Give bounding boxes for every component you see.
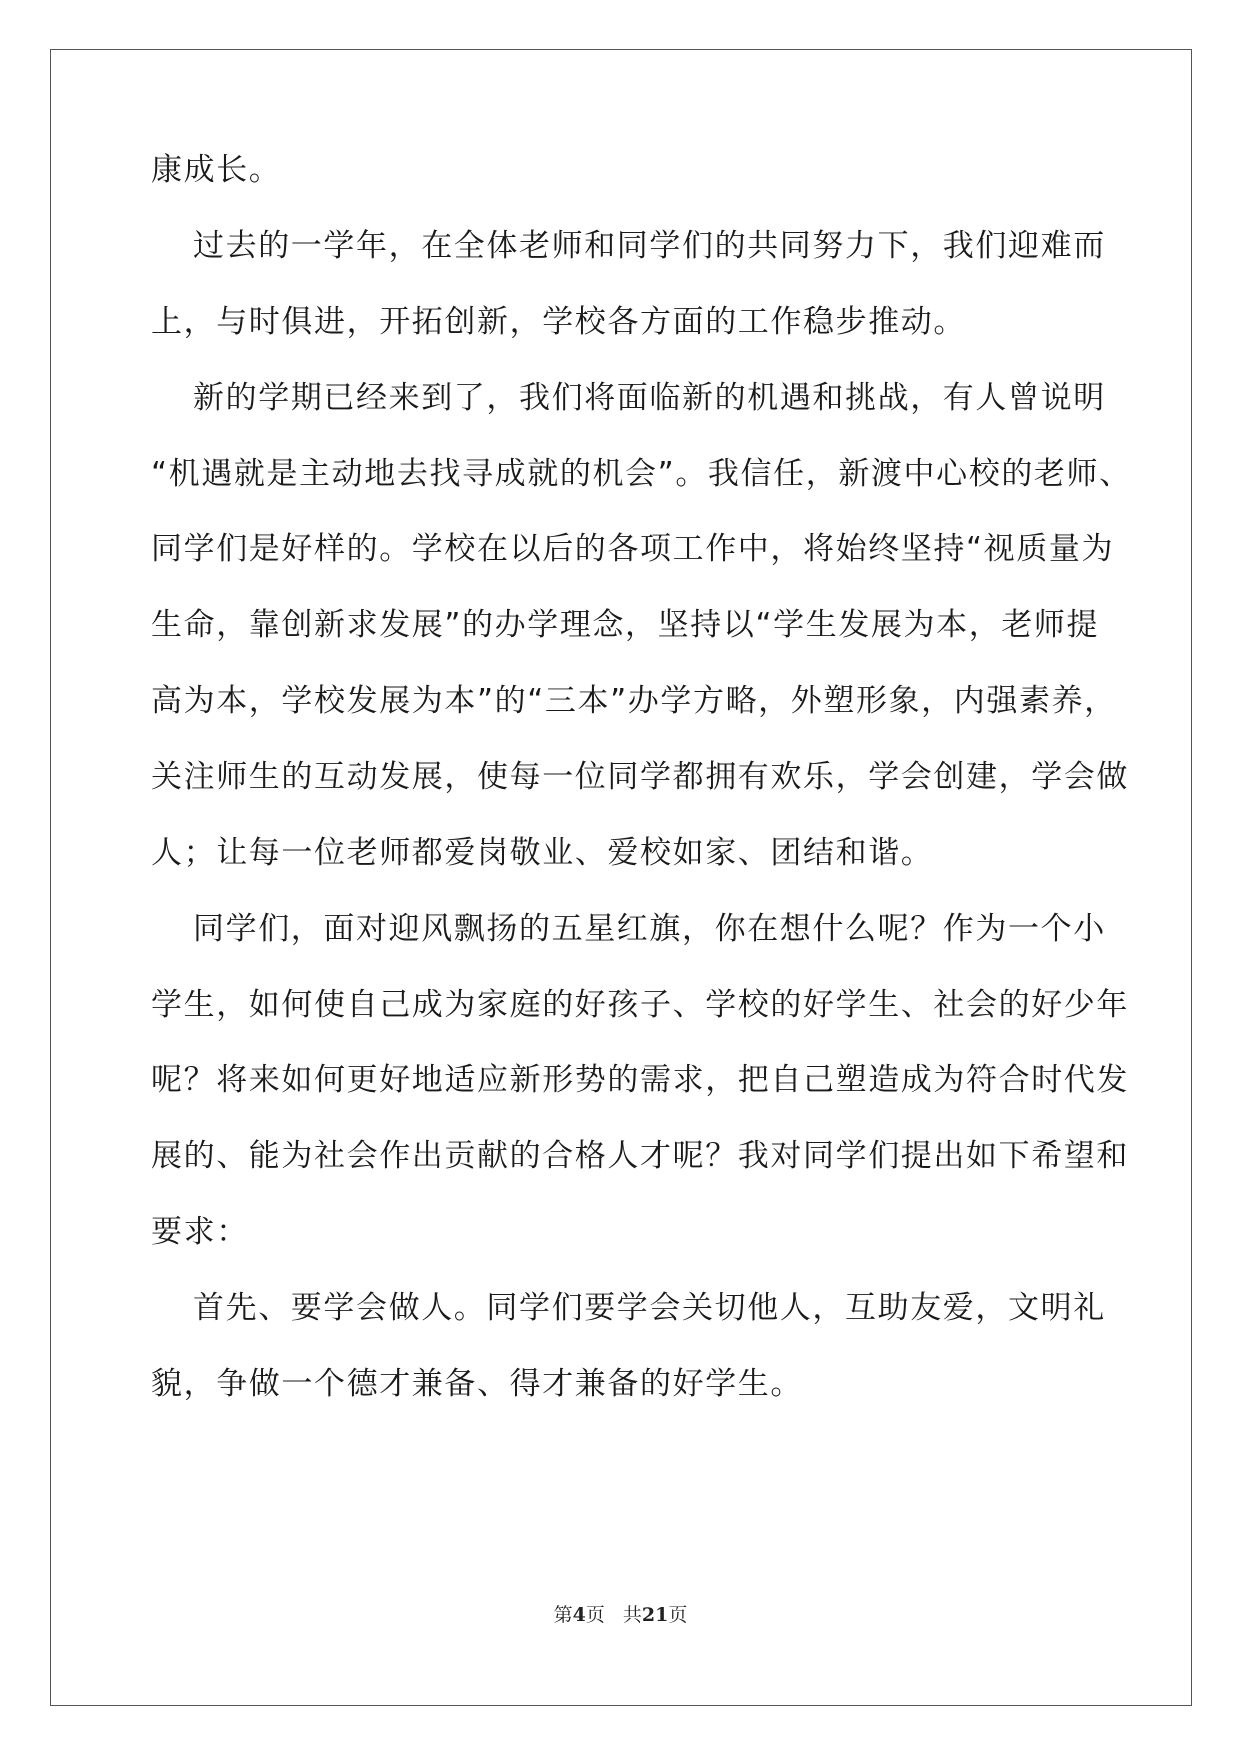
paragraph-line: 首先、要学会做人。同学们要学会关切他人，互助友爱，文明礼 [193, 1290, 1106, 1326]
paragraph-line: 生命，靠创新求发展”的办学理念，坚持以“学生发展为本，老师提 [151, 607, 1100, 643]
paragraph-line: 同学们，面对迎风飘扬的五星红旗，你在想什么呢？作为一个小 [193, 911, 1106, 947]
paragraph-line: 上，与时俱进，开拓创新，学校各方面的工作稳步推动。 [151, 304, 966, 340]
page-number-label: 第4页 [553, 1604, 605, 1626]
paragraph-line: 学生，如何使自己成为家庭的好孩子、学校的好学生、社会的好少年 [151, 987, 1129, 1023]
paragraph-line: 同学们是好样的。学校在以后的各项工作中，将始终坚持“视质量为 [151, 531, 1115, 567]
total-pages-label: 共21页 [622, 1604, 688, 1626]
paragraph-line: 要求： [151, 1214, 249, 1250]
paragraph-line: 貌，争做一个德才兼备、得才兼备的好学生。 [151, 1366, 803, 1402]
paragraph-line: 关注师生的互动发展，使每一位同学都拥有欢乐，学会创建，学会做 [151, 759, 1129, 795]
paragraph-line: 高为本，学校发展为本”的“三本”办学方略，外塑形象，内强素养， [151, 683, 1117, 719]
paragraph-line: 展的、能为社会作出贡献的合格人才呢？我对同学们提出如下希望和 [151, 1138, 1129, 1174]
paragraph-line: 人；让每一位老师都爱岗敬业、爱校如家、团结和谐。 [151, 835, 934, 871]
page-border [50, 49, 1192, 1706]
paragraph-line: 新的学期已经来到了，我们将面临新的机遇和挑战，有人曾说明 [193, 380, 1106, 416]
paragraph-line: “机遇就是主动地去找寻成就的机会”。我信任，新渡中心校的老师、 [151, 456, 1132, 492]
paragraph-line: 过去的一学年，在全体老师和同学们的共同努力下，我们迎难而 [193, 228, 1106, 264]
paragraph-line: 呢？将来如何更好地适应新形势的需求，把自己塑造成为符合时代发 [151, 1062, 1129, 1098]
paragraph-line: 康成长。 [151, 152, 282, 188]
page-footer [0, 1603, 1241, 1627]
